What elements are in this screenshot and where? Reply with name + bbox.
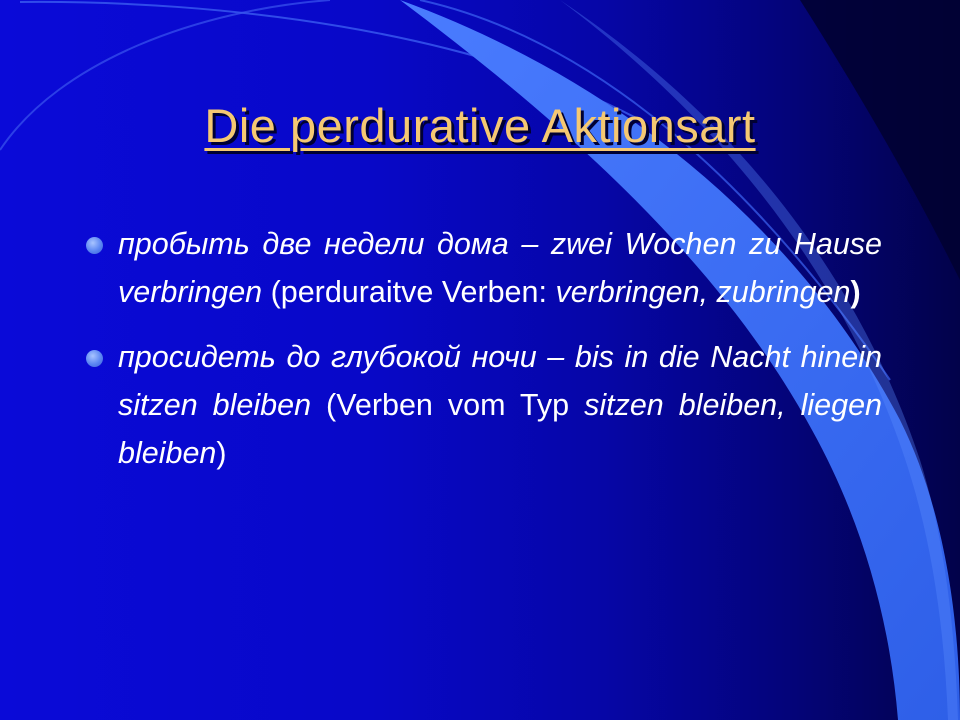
bullet-2-example: просидеть до глубокой ночи – bis in die Nacht hinein sitzen bleiben — [118, 340, 882, 422]
bullet-2-note: (Verben vom Typ — [311, 388, 585, 422]
bullet-dot-icon — [86, 350, 103, 367]
bullet-1-note: (perduraitve Verben: — [262, 275, 556, 309]
bullet-list — [86, 220, 882, 494]
bullet-item-1 — [86, 220, 882, 316]
bullet-1-verbs: verbringen, zubringen — [555, 275, 851, 309]
bullet-1-close: ) — [850, 275, 861, 309]
slide-title: Die perdurative Aktionsart — [204, 99, 756, 152]
bullet-2-verbs: sitzen bleiben, liegen bleiben — [118, 388, 883, 470]
bullet-item-2 — [86, 333, 882, 477]
bullet-dot-icon — [86, 237, 103, 254]
bullet-2-close: ) — [216, 436, 227, 470]
bullet-1-example: пробыть две недели дома – zwei Wochen zu Hause verbringen — [118, 227, 882, 309]
